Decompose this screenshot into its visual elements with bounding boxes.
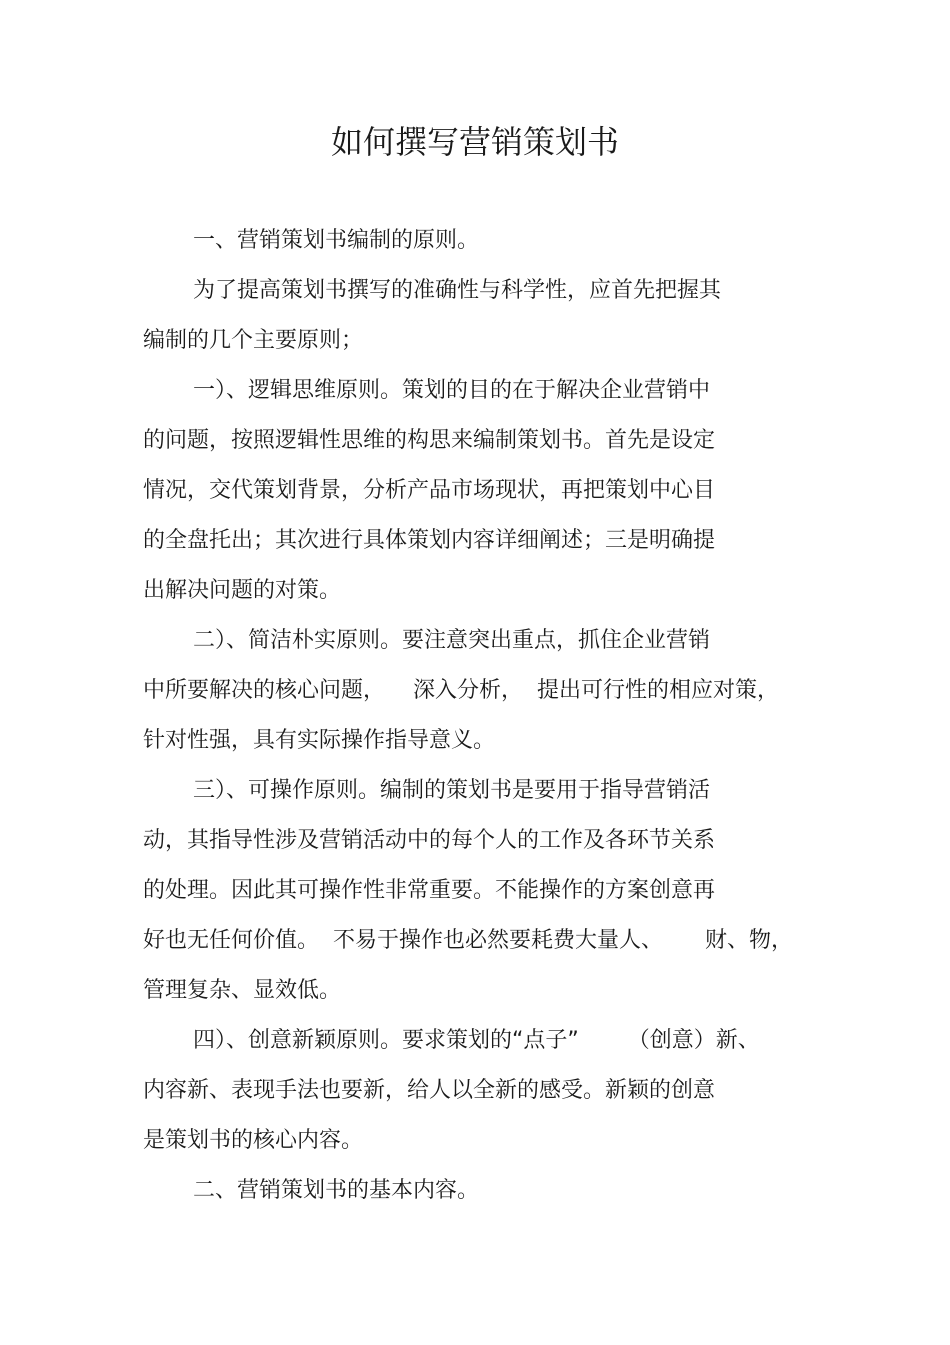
paragraph-line: 的全盘托出；其次进行具体策划内容详细阐述；三是明确提: [143, 528, 716, 553]
paragraph-line: 内容新、表现手法也要新，给人以全新的感受。新颖的创意: [143, 1078, 716, 1103]
paragraph-line: 三）、可操作原则。编制的策划书是要用于指导营销活: [193, 778, 711, 803]
section-heading-2: 二、营销策划书的基本内容。: [193, 1178, 480, 1203]
paragraph-line: 一）、逻辑思维原则。策划的目的在于解决企业营销中: [193, 378, 711, 403]
paragraph-line: 四）、创意新颖原则。要求策划的“点子” （创意）新、: [193, 1028, 760, 1053]
paragraph-line: 好也无任何价值。 不易于操作也必然要耗费大量人、 财、物，: [143, 928, 793, 953]
paragraph-line: 针对性强，具有实际操作指导意义。: [143, 728, 496, 753]
paragraph-line: 出解决问题的对策。: [143, 578, 342, 603]
paragraph-line: 的问题，按照逻辑性思维的构思来编制策划书。首先是设定: [143, 428, 716, 453]
paragraph-line: 是策划书的核心内容。: [143, 1128, 364, 1153]
paragraph-line: 为了提高策划书撰写的准确性与科学性，应首先把握其: [193, 278, 722, 303]
section-heading-1: 一、营销策划书编制的原则。: [193, 228, 480, 253]
paragraph-line: 编制的几个主要原则；: [143, 328, 364, 353]
document-title: 如何撰写营销策划书: [330, 123, 619, 161]
paragraph-line: 管理复杂、显效低。: [143, 978, 342, 1003]
paragraph-line: 动，其指导性涉及营销活动中的每个人的工作及各环节关系: [143, 828, 716, 853]
paragraph-line: 中所要解决的核心问题， 深入分析， 提出可行性的相应对策，: [143, 678, 779, 703]
paragraph-line: 的处理。因此其可操作性非常重要。不能操作的方案创意再: [143, 878, 716, 903]
paragraph-line: 二）、简洁朴实原则。要注意突出重点，抓住企业营销: [193, 628, 711, 653]
paragraph-line: 情况，交代策划背景，分析产品市场现状，再把策划中心目: [143, 478, 716, 503]
